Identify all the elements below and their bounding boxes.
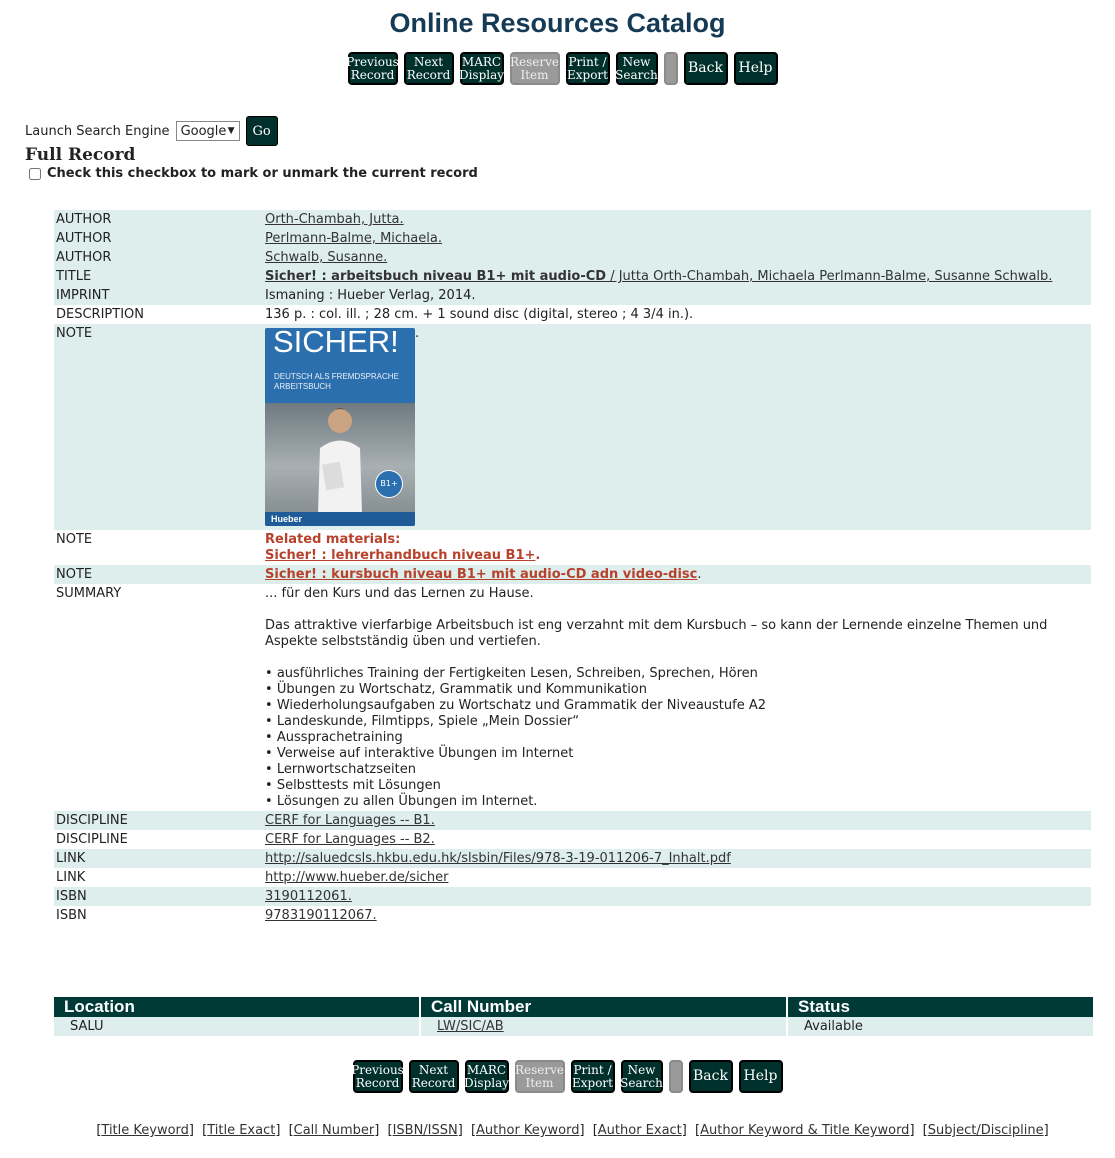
summary-bullet: • Lösungen zu allen Übungen im Internet. [265, 794, 1089, 810]
cover-subtitle: DEUTSCH ALS FREMDSPRACHE ARBEITSBUCH [274, 372, 399, 391]
previous-record-button[interactable] [353, 1060, 403, 1093]
record-row [54, 267, 1091, 286]
holdings-table [54, 997, 1093, 1036]
related-link-coursebook[interactable]: Sicher! : kursbuch niveau B1+ mit audio-CD adn video-disc [265, 567, 698, 582]
footer-link-author-keyword[interactable]: Author Keyword [476, 1123, 580, 1138]
cover-person-illustration [310, 403, 370, 513]
title-responsibility: / Jutta Orth-Chambah, Michaela Perlmann-Balme, Susanne Schwalb. [606, 269, 1053, 284]
title-main: Sicher! : arbeitsbuch niveau B1+ mit audio-CD [265, 269, 607, 284]
field-label: IMPRINT [54, 286, 263, 305]
mark-record-row [29, 166, 478, 181]
field-value [263, 324, 1091, 530]
new-search-label: New Search [615, 54, 658, 82]
footer-link-author-exact[interactable]: Author Exact [597, 1123, 682, 1138]
back-button[interactable]: Back [689, 1060, 733, 1093]
cover-publisher: Hueber [265, 512, 415, 526]
full-record-heading: Full Record [25, 145, 136, 165]
next-record-button[interactable] [409, 1060, 459, 1093]
field-label: AUTHOR [54, 248, 263, 267]
footer-link-author-title-keyword[interactable]: Author Keyword & Title Keyword [700, 1123, 910, 1138]
print-export-button[interactable] [566, 52, 610, 85]
previous-record-label: Previous Record [346, 54, 399, 82]
record-row [54, 324, 1091, 530]
field-label: LINK [54, 849, 263, 868]
status-cell: Available [787, 1017, 1093, 1036]
field-label: NOTE [56, 532, 93, 547]
isbn-link[interactable]: 3190112061. [265, 889, 352, 904]
footer-link-call-number[interactable]: Call Number [293, 1123, 375, 1138]
help-button[interactable]: Help [739, 1060, 783, 1093]
previous-record-label: Previous Record [351, 1062, 404, 1090]
field-value [263, 849, 1091, 868]
new-search-label: New Search [620, 1062, 663, 1090]
related-period: . [535, 548, 541, 563]
field-label: TITLE [54, 267, 263, 286]
marc-display-label: MARC Display [463, 1062, 510, 1090]
summary-bullet: • Selbsttests mit Lösungen [265, 778, 1089, 794]
mark-record-label: Check this checkbox to mark or unmark the current record [47, 166, 478, 181]
book-cover-image[interactable] [265, 328, 415, 526]
next-record-button[interactable] [404, 52, 454, 85]
search-engine-select[interactable] [176, 121, 240, 141]
field-label: SUMMARY [56, 586, 122, 601]
record-row [54, 868, 1091, 887]
field-label: NOTE [54, 324, 263, 530]
author-link[interactable]: Schwalb, Susanne. [265, 250, 388, 265]
related-materials-heading: Related materials: [265, 532, 401, 547]
isbn-link[interactable]: 9783190112067. [265, 908, 377, 923]
record-row [54, 229, 1091, 248]
field-value [263, 830, 1091, 849]
record-row [54, 565, 1091, 584]
external-link[interactable]: http://www.hueber.de/sicher [265, 870, 449, 885]
summary-bullet: • Aussprachetraining [265, 730, 1089, 746]
record-row [54, 887, 1091, 906]
call-number-link[interactable]: LW/SIC/AB [437, 1019, 504, 1034]
chevron-down-icon: ▼ [227, 126, 235, 136]
previous-record-button[interactable] [348, 52, 398, 85]
record-row [54, 830, 1091, 849]
record-row [54, 811, 1091, 830]
field-value [263, 248, 1091, 267]
search-engine-selected: Google [180, 123, 227, 139]
summary-bullets [265, 666, 1089, 810]
cover-level-badge: B1+ [375, 470, 403, 498]
record-table [54, 210, 1091, 925]
call-number-cell [420, 1017, 787, 1036]
reserve-item-label: Reserve Item [515, 1062, 565, 1090]
call-number-header: Call Number [420, 997, 787, 1017]
related-period: . [697, 567, 702, 582]
record-row [54, 248, 1091, 267]
summary-bullet: • Landeskunde, Filmtipps, Spiele „Mein Dossier“ [265, 714, 1089, 730]
description-value: 136 p. : col. ill. ; 28 cm. + 1 sound disc (digital, stereo ; 4 3/4 in.). [265, 307, 694, 322]
field-label: ISBN [54, 887, 263, 906]
field-value [263, 906, 1091, 925]
print-export-label: Print / Export [572, 1062, 613, 1090]
marc-display-button[interactable] [460, 52, 504, 85]
field-value [263, 267, 1091, 286]
toolbar-spacer [664, 52, 678, 85]
record-row [54, 906, 1091, 925]
field-value [263, 229, 1091, 248]
holdings-header-row [54, 997, 1093, 1017]
search-engine-label: Launch Search Engine [25, 123, 170, 139]
field-value [263, 868, 1091, 887]
field-label: AUTHOR [54, 210, 263, 229]
discipline-link[interactable]: CERF for Languages -- B2. [265, 832, 435, 847]
summary-value [263, 584, 1091, 811]
marc-display-label: MARC Display [458, 54, 505, 82]
footer-link-isbn-issn[interactable]: ISBN/ISSN [392, 1123, 458, 1138]
help-button[interactable]: Help [734, 52, 778, 85]
footer-search-links: [Title Keyword] [Title Exact] [Call Number] [ISBN/ISSN] [Author Keyword] [Author Exact] [Author Keyword & Title Keyword] [Subject/Discipline] [96, 1123, 1049, 1138]
summary-intro: ... für den Kurs und das Lernen zu Hause. [265, 586, 534, 601]
related-link-teacher-handbook[interactable]: Sicher! : lehrerhandbuch niveau B1+ [265, 548, 536, 563]
cover-title: SICHER! [273, 328, 399, 359]
record-row [54, 584, 1091, 811]
reserve-item-label: Reserve Item [510, 54, 560, 82]
summary-paragraph: Das attraktive vierfarbige Arbeitsbuch ist eng verzahnt mit dem Kursbuch – so kann der Lernende einzelne Themen und Aspekte selbstständig üben und vertiefen. [265, 618, 1048, 649]
field-value [263, 565, 1091, 584]
page-title: Online Resources Catalog [389, 8, 726, 38]
field-label: ISBN [56, 908, 87, 923]
field-value [263, 811, 1091, 830]
print-export-button[interactable] [571, 1060, 615, 1093]
summary-bullet: • Verweise auf interaktive Übungen im Internet [265, 746, 1089, 762]
external-link[interactable]: http://saluedcsls.hkbu.edu.hk/slsbin/Files/978-3-19-011206-7_Inhalt.pdf [265, 851, 731, 866]
field-label: DISCIPLINE [54, 811, 263, 830]
cover-trailing-period: . [415, 326, 420, 341]
field-value [263, 887, 1091, 906]
holdings-row [54, 1017, 1093, 1036]
reserve-item-button[interactable] [515, 1060, 565, 1093]
field-label: DISCIPLINE [56, 832, 128, 847]
summary-bullet: • Wiederholungsaufgaben zu Wortschatz und Grammatik der Niveaustufe A2 [265, 698, 1089, 714]
new-search-button[interactable] [621, 1060, 663, 1093]
discipline-link[interactable]: CERF for Languages -- B1. [265, 813, 435, 828]
print-export-label: Print / Export [567, 54, 608, 82]
toolbar-spacer [669, 1060, 683, 1093]
mark-record-checkbox[interactable] [29, 168, 41, 180]
back-button[interactable]: Back [684, 52, 728, 85]
footer-link-title-keyword[interactable]: Title Keyword [101, 1123, 189, 1138]
field-label: NOTE [54, 565, 263, 584]
status-header: Status [787, 997, 1093, 1017]
go-button[interactable]: Go [246, 116, 278, 146]
field-value [263, 210, 1091, 229]
summary-bullet: • ausführliches Training der Fertigkeiten Lesen, Schreiben, Sprechen, Hören [265, 666, 1089, 682]
record-row [54, 849, 1091, 868]
record-row [54, 286, 1091, 305]
bottom-toolbar [0, 1060, 1115, 1093]
field-label: DESCRIPTION [56, 307, 144, 322]
summary-bullet: • Übungen zu Wortschatz, Grammatik und Kommunikation [265, 682, 1089, 698]
search-engine-bar [25, 116, 278, 146]
reserve-item-button[interactable] [510, 52, 560, 85]
next-record-label: Next Record [406, 54, 451, 82]
marc-display-button[interactable] [465, 1060, 509, 1093]
footer-link-title-exact[interactable]: Title Exact [207, 1123, 276, 1138]
author-link[interactable]: Perlmann-Balme, Michaela. [265, 231, 442, 246]
top-toolbar [0, 52, 1115, 85]
record-row [54, 305, 1091, 324]
imprint-value: Ismaning : Hueber Verlag, 2014. [263, 286, 1091, 305]
field-label: AUTHOR [54, 229, 263, 248]
footer-link-subject-discipline[interactable]: Subject/Discipline [927, 1123, 1044, 1138]
next-record-label: Next Record [411, 1062, 456, 1090]
field-value [263, 530, 1091, 565]
title-link[interactable] [265, 269, 1052, 284]
author-link[interactable]: Orth-Chambah, Jutta. [265, 212, 404, 227]
new-search-button[interactable] [616, 52, 658, 85]
record-row [54, 210, 1091, 229]
summary-bullet: • Lernwortschatzseiten [265, 762, 1089, 778]
field-label: LINK [56, 870, 86, 885]
location-header: Location [54, 997, 420, 1017]
record-row [54, 530, 1091, 565]
location-cell: SALU [54, 1017, 420, 1036]
